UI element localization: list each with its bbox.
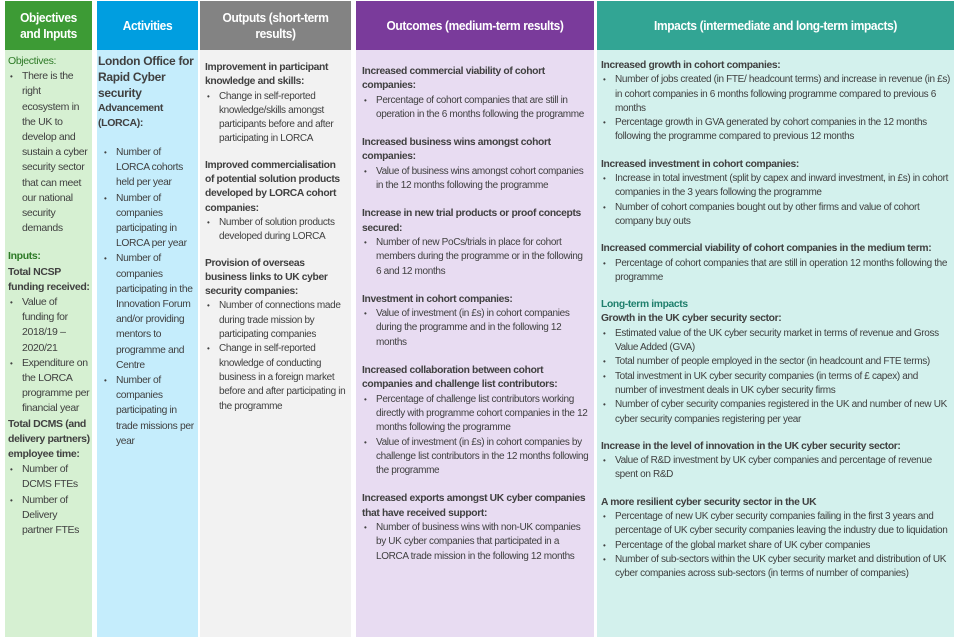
column-header-text: Outcomes (medium-term results): [386, 17, 564, 33]
list-item: • Change in self-reported knowledge/skills amongst participants before and after participating in LORCA: [205, 90, 347, 147]
section-title: Improved commercialisation of potential solution products developed by LORCA cohort companies:: [205, 159, 340, 214]
list-item: • Number of companies participating in LORCA per year: [102, 191, 196, 252]
inputs-label: Inputs:: [8, 250, 41, 263]
outputs-section: [205, 61, 347, 147]
section-title: Increased exports amongst UK cyber companies that have received support:: [362, 493, 586, 519]
column-header-text: Outputs (short-term results): [222, 9, 329, 41]
section-title: Investment in cohort companies:: [362, 293, 513, 305]
section-title: Improvement in participant knowledge and skills:: [205, 62, 329, 88]
long-term-impacts-label: Long-term impacts: [601, 299, 688, 311]
list-item: • Number of solution products developed during LORCA: [205, 216, 347, 245]
section-title: Increase in new trial products or proof concepts secured:: [362, 208, 581, 234]
section-title: Increased investment in cohort companies:: [601, 158, 799, 170]
list-item: • Number of sub-sectors within the UK cyber security market and distribution of UK cyber companies across sub-sectors (in terms of number of companies): [601, 553, 950, 582]
list-item: • Number of DCMS FTEs: [8, 462, 90, 492]
column-outcomes: [356, 1, 594, 637]
list-item: • Value of investment (in £s) in cohort companies by challenge list contributors in the 12 months following the programme: [362, 436, 590, 479]
list-item: • Number of cyber security companies registered in the UK and number of new UK cyber security companies registering per year: [601, 398, 950, 427]
list-item: • Percentage of the global market share of UK cyber companies: [601, 539, 950, 553]
list-item: • There is the right ecosystem in the UK to develop and sustain a cyber security sector that can meet our national security demands: [8, 69, 90, 236]
section-title: A more resilient cyber security sector in the UK: [601, 496, 817, 508]
list-item: • Number of business wins with non-UK companies by UK cyber companies that participated in a LORCA trade mission in the following 12 months: [362, 521, 590, 564]
outcomes-section: [362, 207, 590, 278]
staff-label: Total DCMS (and delivery partners) employee time:: [8, 417, 90, 461]
impacts-section: [601, 242, 950, 285]
list-item: • Change in self-reported knowledge of conducting business in a foreign market before and after participating in the programme: [205, 342, 347, 413]
list-item: • Value of business wins amongst cohort companies in the 12 months following the programme: [362, 165, 590, 194]
list-item: • Number of LORCA cohorts held per year: [102, 145, 196, 191]
list-item: • Number of Delivery partner FTEs: [8, 493, 90, 539]
outcomes-section: [362, 364, 590, 478]
funding-label: Total NCSP funding received:: [8, 265, 90, 293]
section-title: Increased commercial viability of cohort companies in the medium term:: [601, 243, 932, 255]
list-item: • Expenditure on the LORCA programme per financial year: [8, 356, 90, 417]
impacts-section: [601, 496, 950, 582]
list-item: • Total investment in UK cyber security companies (in terms of £ capex) and number of investment deals in UK cyber security firms: [601, 370, 950, 399]
list-item: • Number of cohort companies bought out by other firms and value of cohort company buy outs: [601, 201, 950, 230]
list-item: • Percentage of cohort companies that are still in operation 12 months following the programme: [601, 257, 950, 286]
section-title: Increased growth in cohort companies:: [601, 60, 781, 71]
list-item: • Value of R&D investment by UK cyber companies and percentage of revenue spent on R&D: [601, 454, 950, 483]
list-item: • Estimated value of the UK cyber security market in terms of revenue and Gross Value Added (GVA): [601, 327, 950, 356]
column-header-outputs: [200, 1, 351, 50]
section-title: Provision of overseas business links to UK cyber security companies:: [205, 257, 328, 298]
list-item: • Percentage of new UK cyber security companies failing in the first 3 years and percentage of UK cyber security companies leaving the industry due to liquidation: [601, 510, 950, 539]
list-item: • Percentage growth in GVA generated by cohort companies in the 12 months following the programme compared to previous 12 months: [601, 116, 950, 145]
list-item: • Value of investment (in £s) in cohort companies during the programme and in the following 12 months: [362, 307, 590, 350]
impacts-section: [601, 312, 950, 426]
column-body-activities: [97, 50, 198, 637]
list-item: • Percentage of cohort companies that are still in operation in the 6 months following the programme: [362, 94, 590, 123]
outcomes-section: [362, 65, 590, 122]
column-header-objectives-inputs: [5, 1, 92, 50]
column-outputs: [200, 1, 351, 637]
objectives-list: [8, 69, 90, 236]
column-header-text: Objectives and Inputs: [20, 9, 77, 41]
impacts-section: [601, 440, 950, 483]
outputs-section: [205, 159, 347, 245]
staff-list: [8, 462, 90, 538]
list-item: • Number of companies participating in trade missions per year: [102, 373, 196, 449]
section-title: Growth in the UK cyber security sector:: [601, 313, 782, 325]
activities-subtitle: Advancement (LORCA):: [98, 102, 164, 129]
column-header-text: Impacts (intermediate and long-term impacts): [654, 17, 897, 33]
outcomes-section: [362, 293, 590, 350]
column-body-impacts: [597, 50, 954, 637]
list-item: • Number of jobs created (in FTE/ headcount terms) and increase in revenue (in £s) in cohort companies in 6 months following programme compared to previous 6 months: [601, 73, 950, 116]
column-body-outputs: [200, 50, 351, 637]
column-activities: [97, 1, 198, 637]
list-item: • Increase in total investment (split by capex and inward investment, in £s) in cohort companies in the 3 years following the programme: [601, 172, 950, 201]
outputs-section: [205, 257, 347, 414]
list-item: • Percentage of challenge list contributors working directly with programme cohort companies in the 12 months following the programme: [362, 393, 590, 436]
column-header-outcomes: [356, 1, 594, 50]
impacts-section: [601, 158, 950, 229]
outcomes-section: [362, 136, 590, 193]
column-header-activities: [97, 1, 198, 50]
column-header-impacts: [597, 1, 954, 50]
section-title: Increase in the level of innovation in the UK cyber security sector:: [601, 440, 901, 452]
activities-list: [98, 145, 196, 449]
column-body-objectives-inputs: [5, 50, 92, 637]
list-item: • Number of new PoCs/trials in place for cohort members during the programme or in the following 6 and 12 months: [362, 236, 590, 279]
list-item: • Value of funding for 2018/19 – 2020/21: [8, 295, 90, 356]
column-header-text: Activities: [122, 17, 173, 33]
outcomes-section: [362, 492, 590, 563]
impacts-section: [601, 59, 950, 145]
objectives-label: Objectives:: [8, 55, 57, 67]
column-impacts: [597, 1, 954, 637]
section-title: Increased commercial viability of cohort companies:: [362, 66, 545, 92]
section-title: Increased collaboration between cohort companies and challenge list contributors:: [362, 365, 558, 391]
column-body-outcomes: [356, 50, 594, 637]
list-item: • Number of companies participating in the Innovation Forum and/or providing mentors to programme and Centre: [102, 251, 196, 373]
funding-list: [8, 295, 90, 417]
activities-title: London Office for Rapid Cyber security: [98, 54, 194, 100]
section-title: Increased business wins amongst cohort companies:: [362, 137, 551, 163]
column-objectives-inputs: [5, 1, 92, 637]
list-item: • Number of connections made during trade mission by participating companies: [205, 299, 347, 342]
list-item: • Total number of people employed in the sector (in headcount and FTE terms): [601, 355, 950, 369]
